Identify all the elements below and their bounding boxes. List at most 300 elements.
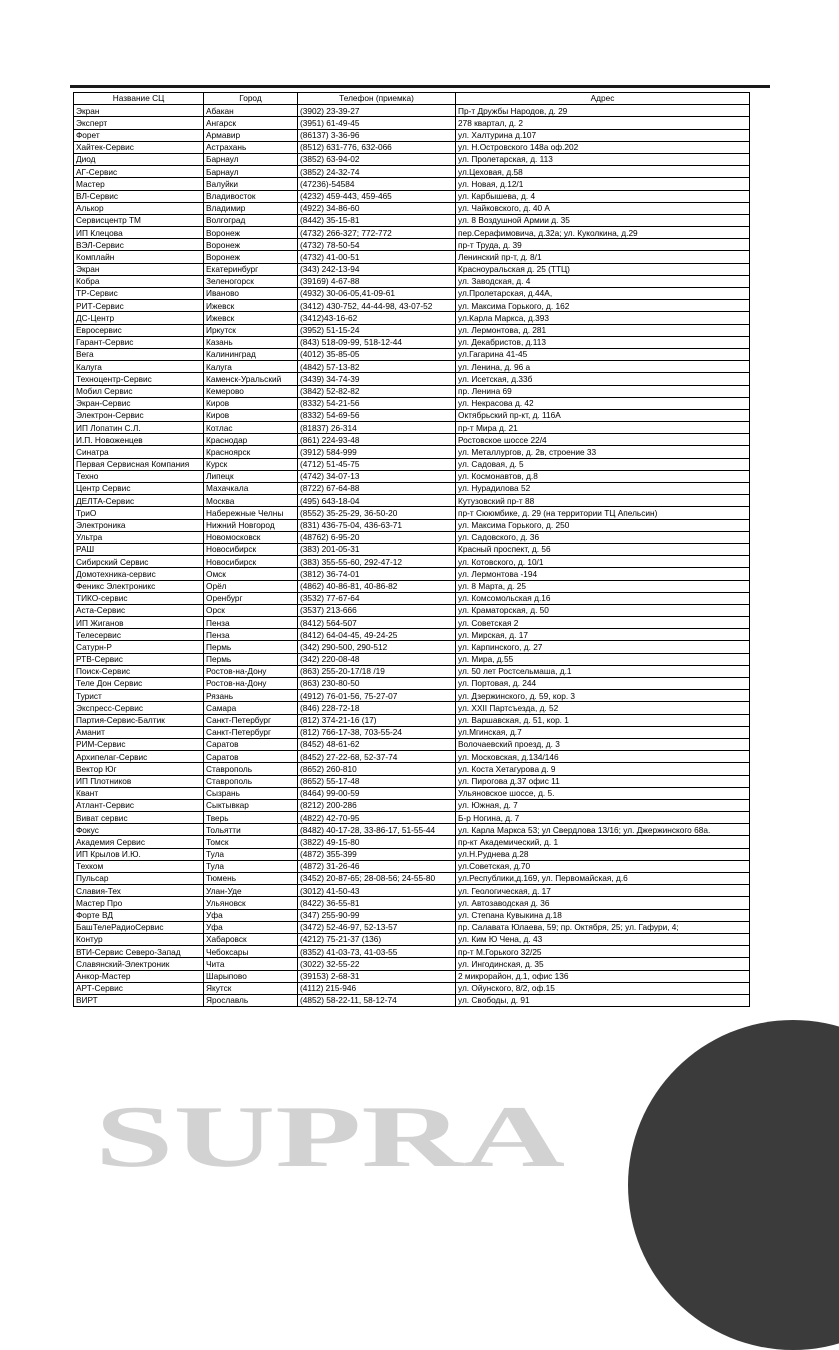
cell-phone: (4732) 266-327; 772-772 bbox=[298, 227, 456, 239]
table-row bbox=[74, 994, 750, 1006]
cell-phone: (3412)43-16-62 bbox=[298, 312, 456, 324]
cell-phone: (4732) 41-00-51 bbox=[298, 251, 456, 263]
table-row bbox=[74, 434, 750, 446]
cell-name: Славянский-Электроник bbox=[74, 958, 204, 970]
cell-city: Орёл bbox=[204, 580, 298, 592]
cell-phone: (4232) 459-443, 459-465 bbox=[298, 190, 456, 202]
cell-name: Атлант-Сервис bbox=[74, 799, 204, 811]
cell-phone: (843) 518-09-99, 518-12-44 bbox=[298, 336, 456, 348]
table-row bbox=[74, 873, 750, 885]
cell-address: ул. Максима Горького, д. 250 bbox=[456, 519, 750, 531]
table-row bbox=[74, 592, 750, 604]
cell-phone: (8464) 99-00-59 bbox=[298, 787, 456, 799]
cell-phone: (3012) 41-50-43 bbox=[298, 885, 456, 897]
cell-phone: (8422) 36-55-81 bbox=[298, 897, 456, 909]
cell-phone: (846) 228-72-18 bbox=[298, 702, 456, 714]
table-row bbox=[74, 885, 750, 897]
table-row bbox=[74, 921, 750, 933]
cell-phone: (39169) 4-67-88 bbox=[298, 275, 456, 287]
cell-name: Экран bbox=[74, 263, 204, 275]
cell-address: ул. Варшавская, д. 51, кор. 1 bbox=[456, 714, 750, 726]
table-row bbox=[74, 361, 750, 373]
cell-phone: (3852) 63-94-02 bbox=[298, 153, 456, 165]
cell-name: И.П. Новоженцев bbox=[74, 434, 204, 446]
cell-city: Нижний Новгород bbox=[204, 519, 298, 531]
cell-city: Москва bbox=[204, 495, 298, 507]
cell-name: Партия-Сервис-Балтик bbox=[74, 714, 204, 726]
table-row bbox=[74, 556, 750, 568]
cell-address: ул.Карла Маркса, д.393 bbox=[456, 312, 750, 324]
cell-name: РИМ-Сервис bbox=[74, 738, 204, 750]
cell-city: Владивосток bbox=[204, 190, 298, 202]
cell-phone: (8412) 564-507 bbox=[298, 617, 456, 629]
cell-phone: (4012) 35-85-05 bbox=[298, 348, 456, 360]
table-row bbox=[74, 178, 750, 190]
cell-name: Телесервис bbox=[74, 629, 204, 641]
cell-name: Домотехника-сервис bbox=[74, 568, 204, 580]
cell-phone: (4852) 58-22-11, 58-12-74 bbox=[298, 994, 456, 1006]
cell-address: Красноуральская д. 25 (ТТЦ) bbox=[456, 263, 750, 275]
cell-address: пр-кт Академический, д. 1 bbox=[456, 836, 750, 848]
cell-phone: (48762) 6-95-20 bbox=[298, 531, 456, 543]
cell-phone: (39153) 2-68-31 bbox=[298, 970, 456, 982]
cell-phone: (812) 374-21-16 (17) bbox=[298, 714, 456, 726]
cell-address: ул. XXII Партсъезда, д. 52 bbox=[456, 702, 750, 714]
cell-name: Академия Сервис bbox=[74, 836, 204, 848]
cell-address: ул.Цеховая, д.58 bbox=[456, 166, 750, 178]
cell-phone: (4912) 76-01-56, 75-27-07 bbox=[298, 690, 456, 702]
table-row bbox=[74, 227, 750, 239]
table-row bbox=[74, 483, 750, 495]
cell-address: ул. Садовая, д. 5 bbox=[456, 458, 750, 470]
table-row bbox=[74, 690, 750, 702]
cell-name: Техком bbox=[74, 860, 204, 872]
cell-city: Ульяновск bbox=[204, 897, 298, 909]
cell-phone: (4932) 30-06-05,41-09-61 bbox=[298, 288, 456, 300]
cell-name: Аста-Сервис bbox=[74, 604, 204, 616]
cell-phone: (4842) 57-13-82 bbox=[298, 361, 456, 373]
cell-name: БашТелеРадиоСервис bbox=[74, 921, 204, 933]
table-row bbox=[74, 129, 750, 141]
cell-name: Сатурн-Р bbox=[74, 641, 204, 653]
cell-city: Липецк bbox=[204, 470, 298, 482]
cell-name: Теле Дон Сервис bbox=[74, 678, 204, 690]
cell-name: ВЛ-Сервис bbox=[74, 190, 204, 202]
cell-name: Экран-Сервис bbox=[74, 397, 204, 409]
table-row bbox=[74, 702, 750, 714]
table-row bbox=[74, 336, 750, 348]
cell-phone: (81837) 26-314 bbox=[298, 422, 456, 434]
cell-address: Ростовское шоссе 22/4 bbox=[456, 434, 750, 446]
cell-address: ул. Нурадилова 52 bbox=[456, 483, 750, 495]
cell-name: ТР-Сервис bbox=[74, 288, 204, 300]
table-row bbox=[74, 763, 750, 775]
cell-name: ТИКО-сервис bbox=[74, 592, 204, 604]
table-row bbox=[74, 409, 750, 421]
cell-phone: (4872) 355-399 bbox=[298, 848, 456, 860]
cell-name: Славия-Тех bbox=[74, 885, 204, 897]
table-row bbox=[74, 958, 750, 970]
cell-name: Кобра bbox=[74, 275, 204, 287]
cell-city: Самара bbox=[204, 702, 298, 714]
cell-address: ул. Московская, д.134/146 bbox=[456, 751, 750, 763]
cell-phone: (3952) 51-15-24 bbox=[298, 324, 456, 336]
table-row bbox=[74, 214, 750, 226]
cell-phone: (4872) 31-26-46 bbox=[298, 860, 456, 872]
table-row bbox=[74, 775, 750, 787]
cell-city: Орск bbox=[204, 604, 298, 616]
cell-city: Кемерово bbox=[204, 385, 298, 397]
cell-name: РТВ-Сервис bbox=[74, 653, 204, 665]
cell-city: Барнаул bbox=[204, 153, 298, 165]
cell-city: Новомосковск bbox=[204, 531, 298, 543]
cell-name: РИТ-Сервис bbox=[74, 300, 204, 312]
table-row bbox=[74, 836, 750, 848]
cell-city: Пенза bbox=[204, 617, 298, 629]
cell-name: ИП Крылов И.Ю. bbox=[74, 848, 204, 860]
cell-name: Вега bbox=[74, 348, 204, 360]
cell-address: ул. Ким Ю Чена, д. 43 bbox=[456, 933, 750, 945]
cell-address: ул. Лермонтова -194 bbox=[456, 568, 750, 580]
cell-city: Чебоксары bbox=[204, 946, 298, 958]
cell-city: Казань bbox=[204, 336, 298, 348]
cell-phone: (347) 255-90-99 bbox=[298, 909, 456, 921]
cell-address: ул.Гагарина 41-45 bbox=[456, 348, 750, 360]
cell-address: ул. Коста Хетагурова д. 9 bbox=[456, 763, 750, 775]
cell-address: ул. Пирогова д.37 офис 11 bbox=[456, 775, 750, 787]
cell-address: ул. Заводская, д. 4 bbox=[456, 275, 750, 287]
table-row bbox=[74, 787, 750, 799]
cell-phone: (86137) 3-36-96 bbox=[298, 129, 456, 141]
cell-phone: (863) 255-20-17/18 /19 bbox=[298, 665, 456, 677]
cell-address: ул. 8 Воздушной Армии д. 35 bbox=[456, 214, 750, 226]
table-row bbox=[74, 738, 750, 750]
cell-city: Чита bbox=[204, 958, 298, 970]
cell-city: Саратов bbox=[204, 751, 298, 763]
table-row bbox=[74, 580, 750, 592]
cell-phone: (863) 230-80-50 bbox=[298, 678, 456, 690]
cell-address: ул. Карпинского, д. 27 bbox=[456, 641, 750, 653]
table-row bbox=[74, 312, 750, 324]
cell-address: Б-р Ногина, д. 7 bbox=[456, 812, 750, 824]
cell-phone: (343) 242-13-94 bbox=[298, 263, 456, 275]
cell-city: Сыктывкар bbox=[204, 799, 298, 811]
cell-phone: (47236)-54584 bbox=[298, 178, 456, 190]
cell-address: Октябрьский пр-кт, д. 116А bbox=[456, 409, 750, 421]
cell-phone: (383) 355-55-60, 292-47-12 bbox=[298, 556, 456, 568]
cell-city: Ярославль bbox=[204, 994, 298, 1006]
cell-name: Феникс Электроникс bbox=[74, 580, 204, 592]
table-row bbox=[74, 324, 750, 336]
table-row bbox=[74, 653, 750, 665]
cell-address: пер.Серафимовича, д.32а; ул. Куколкина, д.29 bbox=[456, 227, 750, 239]
table-row bbox=[74, 629, 750, 641]
cell-address: ул. Максима Горького, д. 162 bbox=[456, 300, 750, 312]
table-row bbox=[74, 665, 750, 677]
cell-address: ул. Новая, д.12/1 bbox=[456, 178, 750, 190]
cell-name: Контур bbox=[74, 933, 204, 945]
cell-name: Вектор Юг bbox=[74, 763, 204, 775]
cell-phone: (495) 643-18-04 bbox=[298, 495, 456, 507]
cell-phone: (8482) 40-17-28, 33-86-17, 51-55-44 bbox=[298, 824, 456, 836]
cell-name: ИП Клецова bbox=[74, 227, 204, 239]
supra-logo bbox=[90, 1098, 570, 1178]
table-row bbox=[74, 422, 750, 434]
cell-city: Иваново bbox=[204, 288, 298, 300]
table-row bbox=[74, 543, 750, 555]
cell-address: ул. Степана Кувыкина д.18 bbox=[456, 909, 750, 921]
table-row bbox=[74, 397, 750, 409]
cell-phone: (8512) 631-776, 632-066 bbox=[298, 141, 456, 153]
cell-city: Тверь bbox=[204, 812, 298, 824]
cell-city: Иркутск bbox=[204, 324, 298, 336]
cell-address: пр-т Сююмбике, д. 29 (на территории ТЦ Апельсин) bbox=[456, 507, 750, 519]
table-body bbox=[74, 105, 750, 1007]
table-row bbox=[74, 166, 750, 178]
cell-phone: (4732) 78-50-54 bbox=[298, 239, 456, 251]
cell-phone: (3452) 20-87-65; 28-08-56; 24-55-80 bbox=[298, 873, 456, 885]
cell-name: ТриО bbox=[74, 507, 204, 519]
table-row bbox=[74, 105, 750, 117]
cell-phone: (8652) 260-810 bbox=[298, 763, 456, 775]
table-row bbox=[74, 263, 750, 275]
cell-city: Тула bbox=[204, 860, 298, 872]
cell-address: ул. Халтурина д.107 bbox=[456, 129, 750, 141]
cell-name: ВЭЛ-Сервис bbox=[74, 239, 204, 251]
cell-name: ИП Лопатин С.Л. bbox=[74, 422, 204, 434]
cell-address: ул. Декабристов, д.113 bbox=[456, 336, 750, 348]
cell-city: Екатеринбург bbox=[204, 263, 298, 275]
cell-address: ул. Советская 2 bbox=[456, 617, 750, 629]
table-row bbox=[74, 507, 750, 519]
cell-city: Красноярск bbox=[204, 446, 298, 458]
column-header-city: Город bbox=[204, 93, 298, 105]
cell-phone: (3852) 24-32-74 bbox=[298, 166, 456, 178]
cell-name: ИП Плотников bbox=[74, 775, 204, 787]
cell-phone: (4742) 34-07-13 bbox=[298, 470, 456, 482]
cell-city: Курск bbox=[204, 458, 298, 470]
cell-name: Алькор bbox=[74, 202, 204, 214]
cell-address: Ульяновское шоссе, д. 5. bbox=[456, 787, 750, 799]
cell-city: Ангарск bbox=[204, 117, 298, 129]
table-row bbox=[74, 860, 750, 872]
cell-phone: (3412) 430-752, 44-44-98, 43-07-52 bbox=[298, 300, 456, 312]
cell-city: Новосибирск bbox=[204, 543, 298, 555]
cell-city: Краснодар bbox=[204, 434, 298, 446]
cell-name: Аманит bbox=[74, 726, 204, 738]
cell-address: ул. Чайковского, д. 40 А bbox=[456, 202, 750, 214]
cell-name: Калуга bbox=[74, 361, 204, 373]
cell-name: Экспресс-Сервис bbox=[74, 702, 204, 714]
cell-city: Астрахань bbox=[204, 141, 298, 153]
cell-city: Зеленогорск bbox=[204, 275, 298, 287]
cell-address: ул. 50 лет Ростсельмаша, д.1 bbox=[456, 665, 750, 677]
cell-city: Якутск bbox=[204, 982, 298, 994]
cell-address: пр-т М.Горького 32/25 bbox=[456, 946, 750, 958]
cell-city: Киров bbox=[204, 397, 298, 409]
cell-city: Махачкала bbox=[204, 483, 298, 495]
cell-phone: (8552) 35-25-29, 36-50-20 bbox=[298, 507, 456, 519]
cell-city: Шарыпово bbox=[204, 970, 298, 982]
table-row bbox=[74, 751, 750, 763]
table-row bbox=[74, 288, 750, 300]
cell-address: Пр-т Дружбы Народов, д. 29 bbox=[456, 105, 750, 117]
cell-city: Котлас bbox=[204, 422, 298, 434]
cell-city: Пермь bbox=[204, 653, 298, 665]
cell-address: ул. Мира, д.55 bbox=[456, 653, 750, 665]
cell-address: ул. Мирская, д. 17 bbox=[456, 629, 750, 641]
table-row bbox=[74, 678, 750, 690]
table-row bbox=[74, 824, 750, 836]
cell-phone: (3439) 34-74-39 bbox=[298, 373, 456, 385]
cell-name: Форет bbox=[74, 129, 204, 141]
cell-phone: (4822) 42-70-95 bbox=[298, 812, 456, 824]
cell-address: ул. Садовского, д. 36 bbox=[456, 531, 750, 543]
cell-name: Синатра bbox=[74, 446, 204, 458]
cell-name: Хайтек-Сервис bbox=[74, 141, 204, 153]
table-row bbox=[74, 909, 750, 921]
cell-phone: (8412) 64-04-45, 49-24-25 bbox=[298, 629, 456, 641]
cell-city: Хабаровск bbox=[204, 933, 298, 945]
cell-name: Анкор-Мастер bbox=[74, 970, 204, 982]
cell-address: ул. Ингодинская, д. 35 bbox=[456, 958, 750, 970]
table-row bbox=[74, 348, 750, 360]
table-row bbox=[74, 470, 750, 482]
table-row bbox=[74, 385, 750, 397]
table-row bbox=[74, 970, 750, 982]
cell-phone: (3537) 213-666 bbox=[298, 604, 456, 616]
table-row bbox=[74, 848, 750, 860]
table-row bbox=[74, 117, 750, 129]
cell-address: ул. Южная, д. 7 bbox=[456, 799, 750, 811]
cell-phone: (342) 220-08-48 bbox=[298, 653, 456, 665]
cell-name: РАШ bbox=[74, 543, 204, 555]
cell-address: ул. Некрасова д. 42 bbox=[456, 397, 750, 409]
cell-phone: (3902) 23-39-27 bbox=[298, 105, 456, 117]
cell-address: ул. Дзержинского, д. 59, кор. 3 bbox=[456, 690, 750, 702]
cell-address: ул.Республики,д.169, ул. Первомайская, д.6 bbox=[456, 873, 750, 885]
cell-name: Пульсар bbox=[74, 873, 204, 885]
cell-city: Санкт-Петербург bbox=[204, 714, 298, 726]
cell-phone: (3951) 61-49-45 bbox=[298, 117, 456, 129]
cell-address: ул. Комсомольская д.16 bbox=[456, 592, 750, 604]
cell-city: Томск bbox=[204, 836, 298, 848]
table-row bbox=[74, 300, 750, 312]
cell-phone: (4712) 51-45-75 bbox=[298, 458, 456, 470]
table-row bbox=[74, 373, 750, 385]
cell-city: Рязань bbox=[204, 690, 298, 702]
cell-city: Уфа bbox=[204, 909, 298, 921]
cell-name: Электрон-Сервис bbox=[74, 409, 204, 421]
cell-address: пр-т Труда, д. 39 bbox=[456, 239, 750, 251]
cell-name: Ультра bbox=[74, 531, 204, 543]
cell-city: Калининград bbox=[204, 348, 298, 360]
table-row bbox=[74, 714, 750, 726]
cell-address: пр-т Мира д. 21 bbox=[456, 422, 750, 434]
table-row bbox=[74, 641, 750, 653]
cell-city: Барнаул bbox=[204, 166, 298, 178]
cell-address: ул.Советская, д.70 bbox=[456, 860, 750, 872]
cell-phone: (831) 436-75-04, 436-63-71 bbox=[298, 519, 456, 531]
header-rule bbox=[70, 85, 770, 88]
cell-city: Ростов-на-Дону bbox=[204, 665, 298, 677]
cell-address: Ленинский пр-т, д. 8/1 bbox=[456, 251, 750, 263]
cell-city: Валуйки bbox=[204, 178, 298, 190]
cell-name: Виват сервис bbox=[74, 812, 204, 824]
table-row bbox=[74, 946, 750, 958]
table-header-row bbox=[74, 93, 750, 105]
cell-phone: (3842) 52-82-82 bbox=[298, 385, 456, 397]
cell-address: ул. Ленина, д. 96 а bbox=[456, 361, 750, 373]
column-header-phone: Телефон (приемка) bbox=[298, 93, 456, 105]
cell-phone: (8332) 54-21-56 bbox=[298, 397, 456, 409]
cell-city: Воронеж bbox=[204, 239, 298, 251]
table-row bbox=[74, 982, 750, 994]
cell-phone: (3472) 52-46-97, 52-13-57 bbox=[298, 921, 456, 933]
cell-address: пр. Салавата Юлаева, 59; пр. Октября, 25; ул. Гафури, 4; bbox=[456, 921, 750, 933]
cell-name: Мастер Про bbox=[74, 897, 204, 909]
cell-address: ул.Мгинская, д.7 bbox=[456, 726, 750, 738]
table-row bbox=[74, 897, 750, 909]
cell-address: Волочаевский проезд, д. 3 bbox=[456, 738, 750, 750]
cell-address: 2 микрорайон, д.1, офис 136 bbox=[456, 970, 750, 982]
cell-phone: (8352) 41-03-73, 41-03-55 bbox=[298, 946, 456, 958]
cell-address: ул. Котовского, д. 10/1 bbox=[456, 556, 750, 568]
cell-name: Первая Сервисная Компания bbox=[74, 458, 204, 470]
cell-phone: (8452) 48-61-62 bbox=[298, 738, 456, 750]
table-row bbox=[74, 617, 750, 629]
cell-city: Ижевск bbox=[204, 312, 298, 324]
cell-name: ВИРТ bbox=[74, 994, 204, 1006]
table-row bbox=[74, 933, 750, 945]
cell-name: АРТ-Сервис bbox=[74, 982, 204, 994]
table-row bbox=[74, 190, 750, 202]
table-row bbox=[74, 239, 750, 251]
cell-city: Оренбург bbox=[204, 592, 298, 604]
cell-name: Диод bbox=[74, 153, 204, 165]
cell-phone: (4922) 34-86-60 bbox=[298, 202, 456, 214]
cell-phone: (8652) 55-17-48 bbox=[298, 775, 456, 787]
table-row bbox=[74, 812, 750, 824]
cell-name: Сервисцентр ТМ bbox=[74, 214, 204, 226]
cell-city: Уфа bbox=[204, 921, 298, 933]
cell-address: ул. Геологическая, д. 17 bbox=[456, 885, 750, 897]
cell-address: пр. Ленина 69 bbox=[456, 385, 750, 397]
cell-phone: (3912) 584-999 bbox=[298, 446, 456, 458]
table-row bbox=[74, 251, 750, 263]
cell-name: Техноцентр-Сервис bbox=[74, 373, 204, 385]
cell-address: ул.Н.Руднева д.28 bbox=[456, 848, 750, 860]
cell-city: Армавир bbox=[204, 129, 298, 141]
cell-name: Комплайн bbox=[74, 251, 204, 263]
cell-name: АГ-Сервис bbox=[74, 166, 204, 178]
cell-phone: (8212) 200-286 bbox=[298, 799, 456, 811]
cell-name: ДЕЛТА-Сервис bbox=[74, 495, 204, 507]
cell-city: Тюмень bbox=[204, 873, 298, 885]
cell-address: ул. Пролетарская, д. 113 bbox=[456, 153, 750, 165]
cell-name: Гарант-Сервис bbox=[74, 336, 204, 348]
cell-city: Пенза bbox=[204, 629, 298, 641]
cell-name: Архипелаг-Сервис bbox=[74, 751, 204, 763]
cell-name: Евросервис bbox=[74, 324, 204, 336]
table-row bbox=[74, 202, 750, 214]
cell-phone: (861) 224-93-48 bbox=[298, 434, 456, 446]
cell-city: Омск bbox=[204, 568, 298, 580]
table-row bbox=[74, 519, 750, 531]
cell-city: Набережные Челны bbox=[204, 507, 298, 519]
cell-address: ул. Портовая, д. 244 bbox=[456, 678, 750, 690]
cell-address: ул. Карла Маркса 53; ул Свердлова 13/16; ул. Джержинского 68а. bbox=[456, 824, 750, 836]
